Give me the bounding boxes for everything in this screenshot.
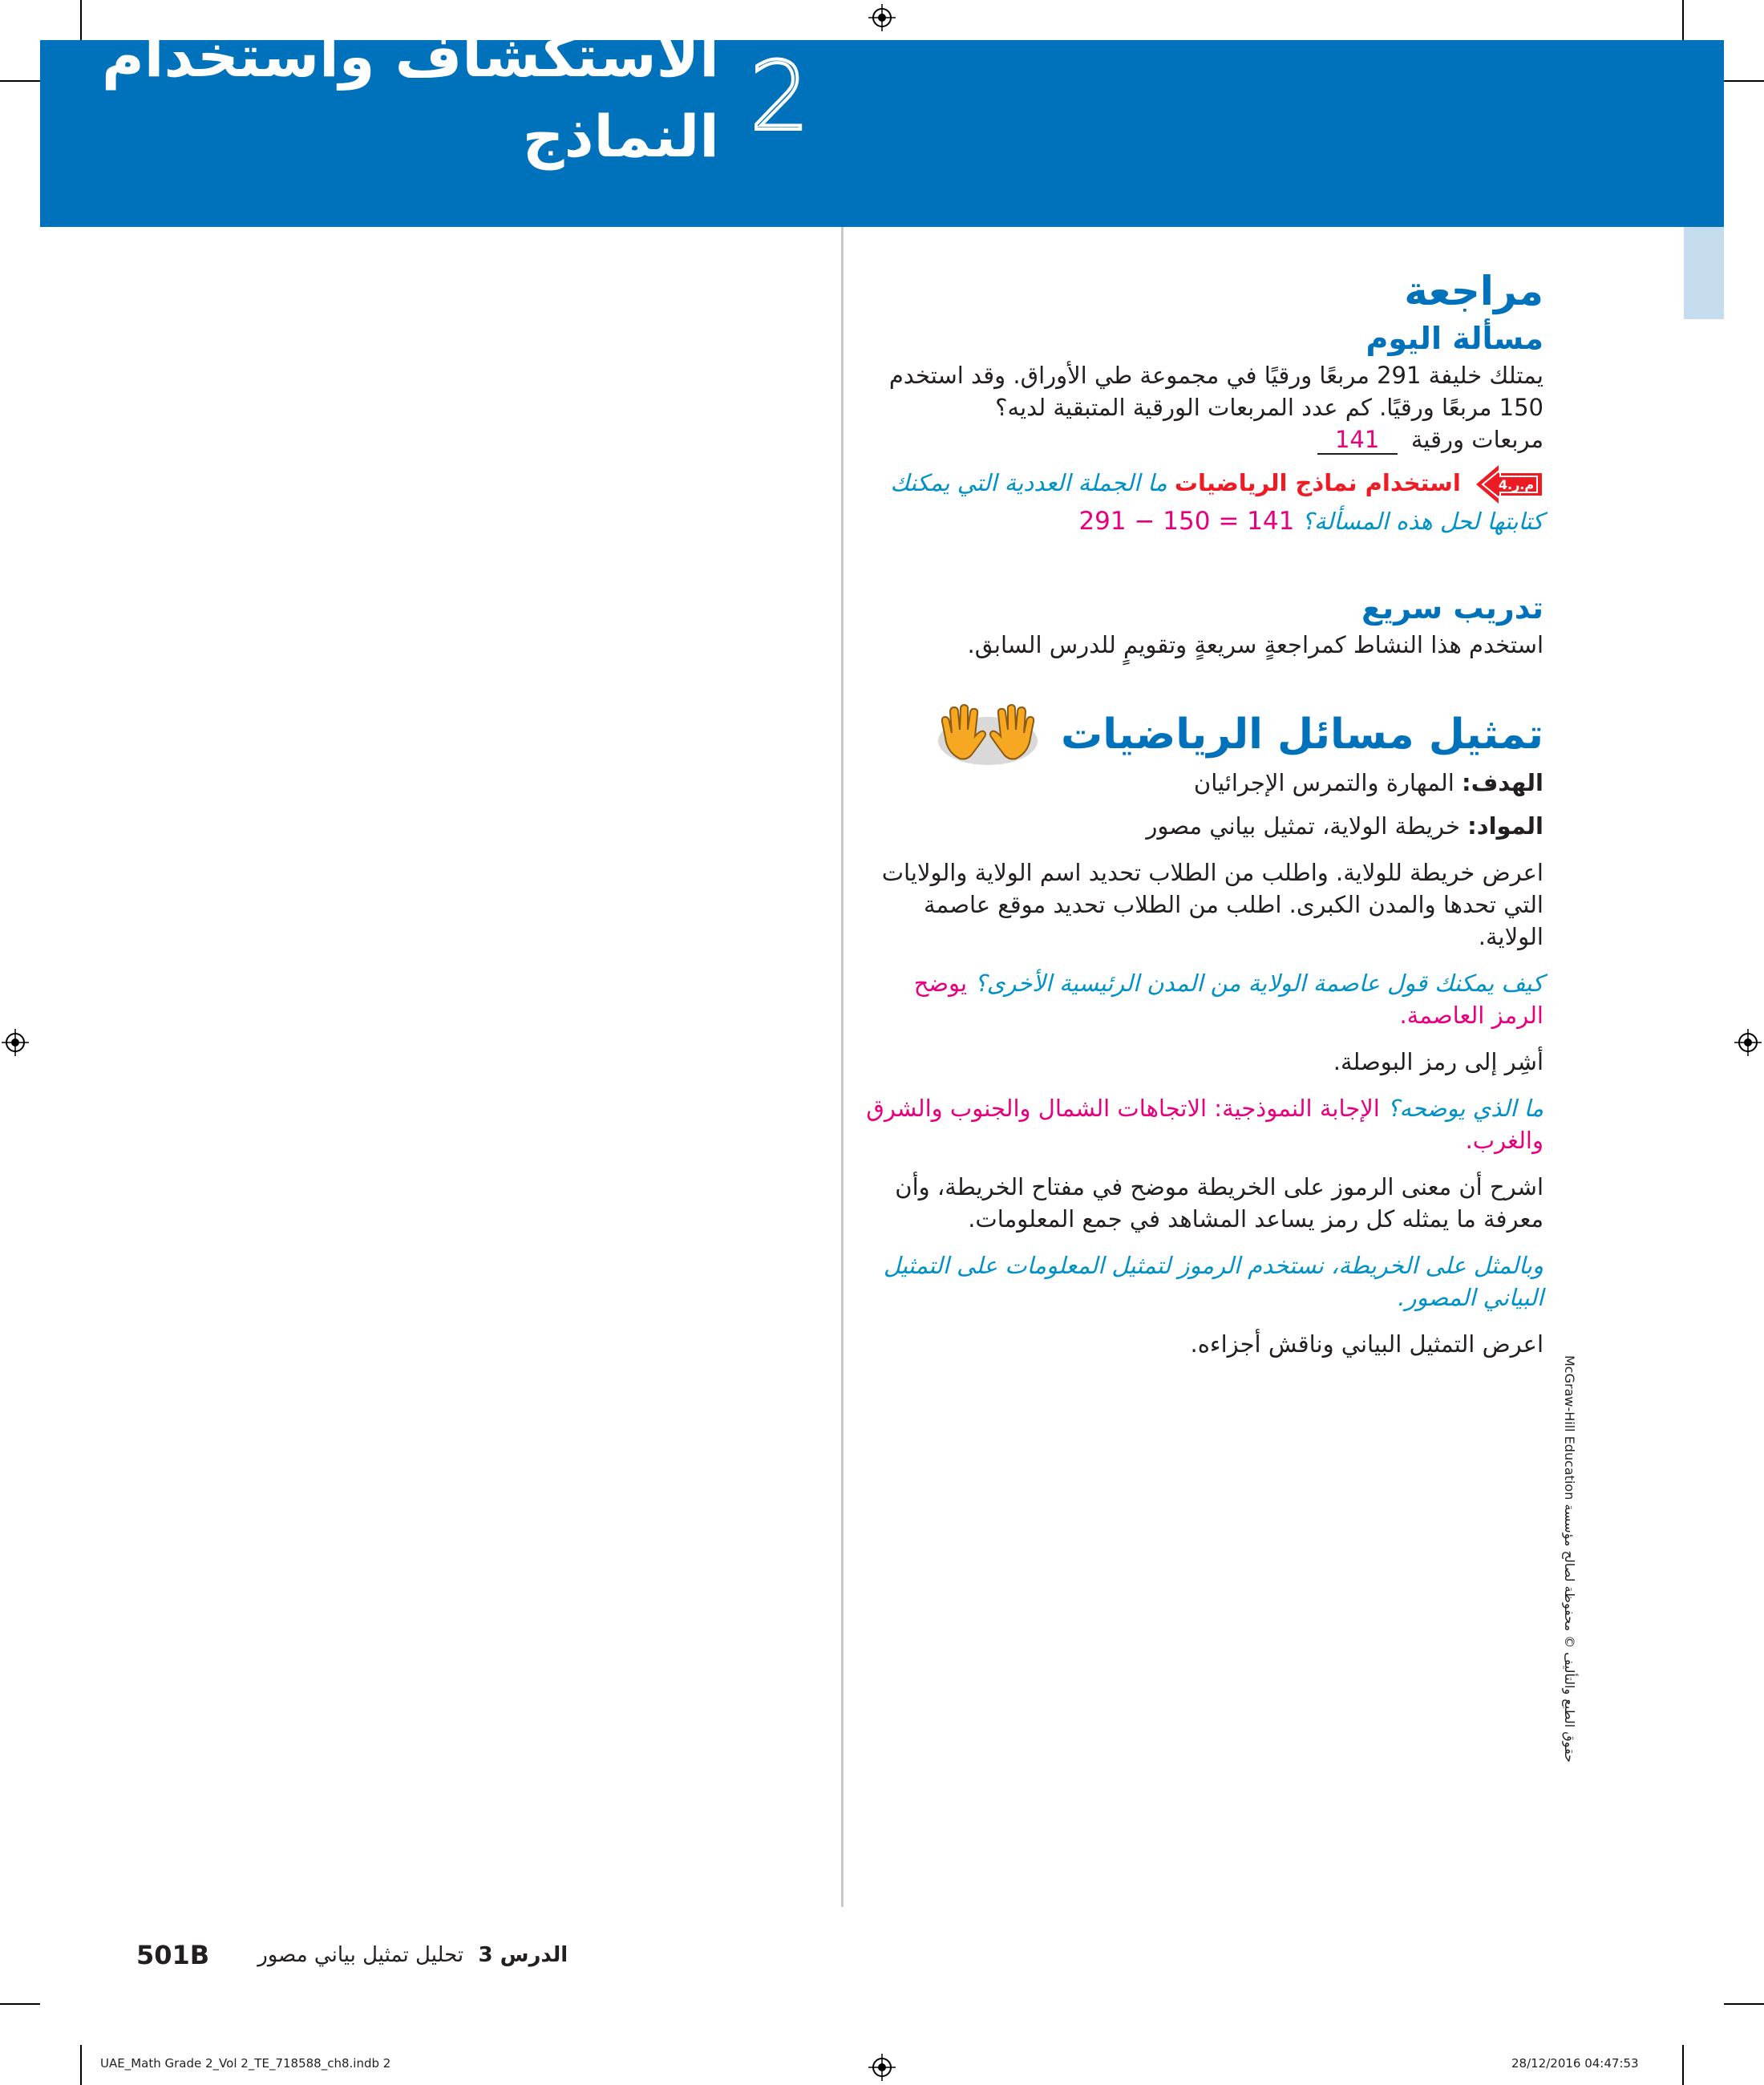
math-practice-badge [1476,464,1544,505]
instruction-4: اعرض التمثيل البياني وناقش أجزاءه. [1190,1330,1544,1358]
objective-label: الهدف: [1461,769,1544,796]
quick-drill-heading: تدريب سريع [1361,590,1544,626]
crop-mark [0,2003,40,2005]
chapter-title-text: الاستكشاف واستخدام النماذج [102,22,719,170]
problem-text-line1: يمتلك خليفة 291 مربعًا ورقيًا في مجموعة طي الأوراق. وقد استخدم [888,362,1544,389]
print-slug-file: UAE_Math Grade 2_Vol 2_TE_718588_ch8.indb 2 [100,2056,391,2071]
registration-mark-icon [1734,1029,1762,1056]
answer-1-text: يوضح الرمز العاصمة. [913,970,1544,1029]
instruction-2: أشِر إلى رمز البوصلة. [1333,1048,1544,1075]
registration-mark-icon [2,1029,29,1056]
materials-text: خريطة الولاية، تمثيل بياني مصور [1146,812,1460,840]
lesson-title: تحليل تمثيل بياني مصور [257,1943,464,1967]
problem-answer-row [866,423,1544,455]
registration-mark-icon [868,4,896,31]
teacher-note: وبالمثل على الخريطة، نستخدم الرموز لتمثيل المعلومات على التمثيل البياني المصور. [883,1252,1544,1311]
page-footer [136,1939,568,1971]
crop-mark [80,2045,82,2085]
math-practice-badge-text: م.ر.4 [1498,477,1535,492]
copyright-credit [1559,1355,1580,1764]
math-practice-answer: 291 − 150 = 141 [1078,507,1295,536]
question-2 [866,1092,1544,1156]
objective-text: المهارة والتمرس الإجرائيان [1193,769,1454,796]
answer-value: 141 [1317,426,1398,455]
column-divider [841,227,844,1907]
crop-mark [1724,80,1764,82]
chapter-title [0,22,810,170]
print-slug-datetime: 28/12/2016 04:47:53 [1511,2056,1639,2071]
quick-drill-text: استخدم هذا النشاط كمراجعةٍ سريعةٍ وتقويمٍ للدرس السابق. [967,631,1544,658]
copyright-text: حقوق الطبع والتأليف © محفوظة لصالح مؤسسة McGraw-Hill Education [1562,1355,1577,1763]
crop-mark [1682,0,1684,40]
side-tab [1684,227,1724,319]
problem-solving-heading: تمثيل مسائل الرياضيات [1060,711,1544,759]
math-practice-row [866,464,1544,537]
chapter-number: 2 [749,41,810,152]
question-1-text: كيف يمكنك قول عاصمة الولاية من المدن الرئيسية الأخرى؟ [974,970,1544,997]
question-2-text: ما الذي يوضحه؟ [1387,1095,1544,1122]
problem-text-line2: 150 مربعًا ورقيًا. كم عدد المربعات الورقية المتبقية لديه؟ [995,394,1544,421]
materials-row [866,810,1544,842]
objective-row [866,767,1544,799]
review-heading: مراجعة [1404,268,1544,314]
math-practice-title: استخدام نماذج الرياضيات [1174,469,1461,496]
math-practice-question: ما الجملة العددية التي يمكنك كتابتها لحل هذه المسألة؟ [890,469,1544,535]
answer-unit: مربعات ورقية [1410,426,1544,453]
answer-2-text: الإجابة النموذجية: الاتجاهات الشمال والجنوب والشرق والغرب. [866,1095,1544,1154]
instructions-text: اعرض خريطة للولاية. واطلب من الطلاب تحديد اسم الولاية والولايات التي تحدها والمدن الكبرى. اطلب من الطلاب تحديد موقع عاصمة الولاية. [881,859,1544,950]
instruction-3: اشرح أن معنى الرموز على الخريطة موضح في مفتاح الخريطة، وأن معرفة ما يمثله كل رمز يساعد المشاهد في جمع المعلومات. [895,1173,1544,1233]
materials-label: المواد: [1467,812,1544,840]
teacher-notes-column [866,265,1544,1360]
page-number: 501B [136,1940,210,1970]
registration-mark-icon [868,2054,896,2081]
problem-of-day-heading: مسألة اليوم [1365,321,1544,356]
two-hands-icon [936,702,1040,767]
lesson-label: الدرس 3 [478,1943,568,1967]
problem-solving-heading-row [866,702,1544,767]
question-1 [866,967,1544,1031]
crop-mark [1724,2003,1764,2005]
crop-mark [1682,2045,1684,2085]
lesson-footer [257,1943,568,1967]
